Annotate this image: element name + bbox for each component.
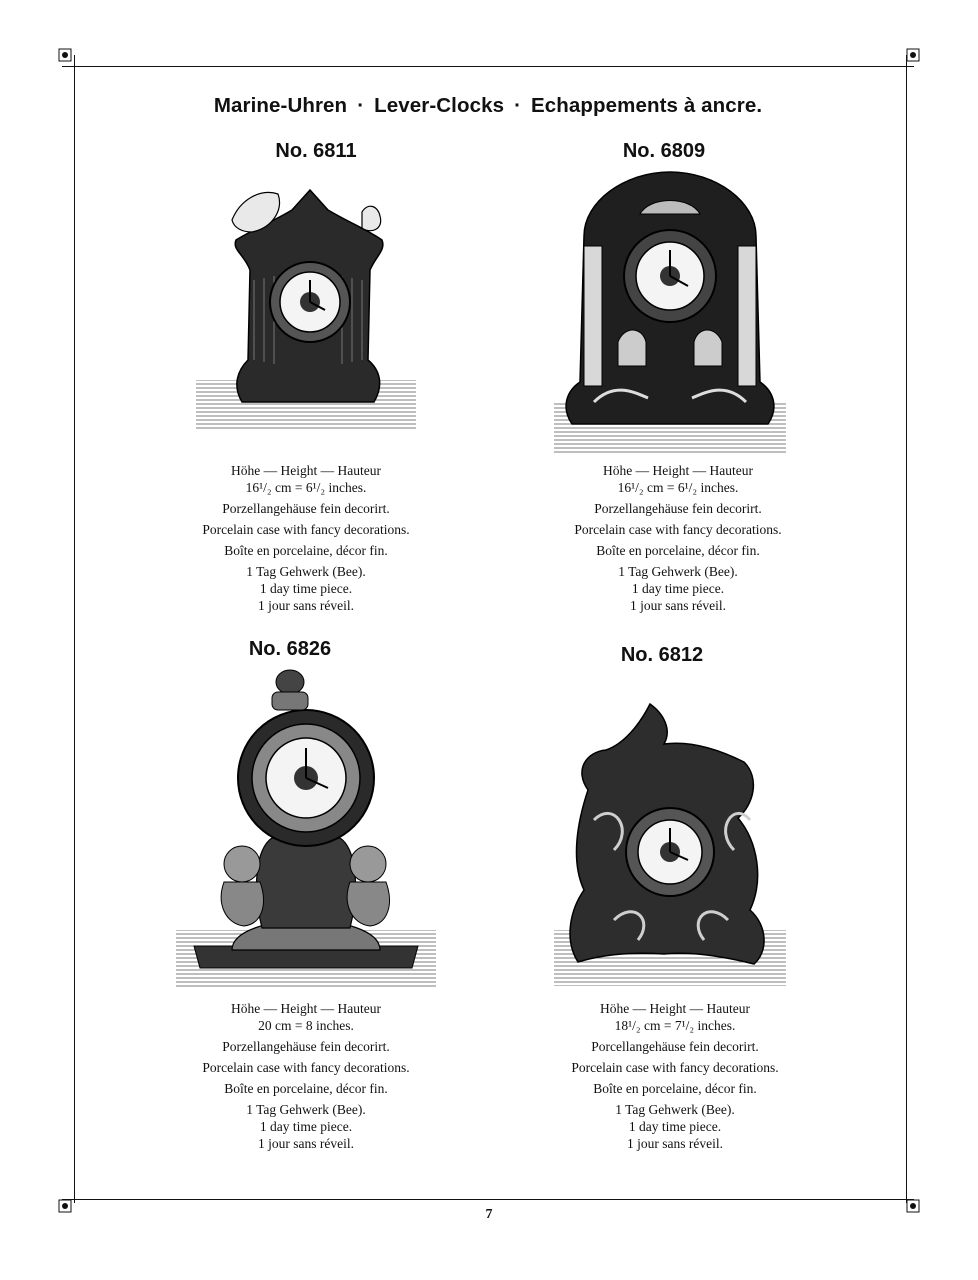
title-german: Marine-Uhren (213, 94, 348, 117)
item-number-6826: No. 6826 (248, 638, 332, 660)
movement-french: 1 jour sans réveil. (258, 1136, 354, 1151)
frame-bottom-rule (62, 1199, 914, 1200)
case-french: Boîte en porcelaine, décor fin. (224, 543, 388, 558)
frame-right-rule (906, 55, 907, 1203)
height-value: 20 cm = 8 inches. (258, 1018, 354, 1033)
clock-6811-illustration (192, 170, 420, 430)
item-number-6809: No. 6809 (622, 140, 706, 162)
corner-ornament-icon (58, 48, 72, 62)
height-value: 18¹/₂ cm = 7¹/₂ inches. (614, 1018, 736, 1033)
movement-english: 1 day time piece. (259, 581, 353, 596)
height-value: 16¹/₂ cm = 6¹/₂ inches. (245, 480, 367, 495)
movement-english: 1 day time piece. (631, 581, 725, 596)
case-english: Porcelain case with fancy decorations. (202, 1060, 410, 1075)
case-english: Porcelain case with fancy decorations. (571, 1060, 779, 1075)
height-label: Höhe — Height — Hauteur (231, 1001, 381, 1016)
height-label: Höhe — Height — Hauteur (231, 463, 381, 478)
page-number: 7 (485, 1207, 493, 1222)
item-number-6812: No. 6812 (620, 644, 704, 666)
movement-english: 1 day time piece. (259, 1119, 353, 1134)
frame-top-rule (62, 66, 914, 67)
page-title (62, 94, 914, 118)
item-number-6811: No. 6811 (275, 140, 357, 162)
height-label: Höhe — Height — Hauteur (603, 463, 753, 478)
item-description-6812 (515, 1000, 835, 1152)
movement-german: 1 Tag Gehwerk (Bee). (246, 1102, 366, 1117)
item-description-6826 (146, 1000, 466, 1152)
case-german: Porzellangehäuse fein decorirt. (222, 501, 390, 516)
clock-6812-illustration (554, 700, 786, 988)
movement-french: 1 jour sans réveil. (627, 1136, 723, 1151)
height-value: 16¹/₂ cm = 6¹/₂ inches. (617, 480, 739, 495)
title-separator: · (357, 94, 365, 117)
case-english: Porcelain case with fancy decorations. (574, 522, 782, 537)
corner-ornament-icon (906, 48, 920, 62)
case-german: Porzellangehäuse fein decorirt. (222, 1039, 390, 1054)
title-english: Lever-Clocks (374, 94, 505, 117)
case-german: Porzellangehäuse fein decorirt. (594, 501, 762, 516)
frame-left-rule (74, 55, 75, 1203)
movement-french: 1 jour sans réveil. (630, 598, 726, 613)
clock-6826-illustration (172, 668, 440, 990)
height-label: Höhe — Height — Hauteur (600, 1001, 750, 1016)
movement-german: 1 Tag Gehwerk (Bee). (618, 564, 738, 579)
movement-german: 1 Tag Gehwerk (Bee). (615, 1102, 735, 1117)
title-french: Echappements à ancre. (531, 94, 763, 117)
movement-german: 1 Tag Gehwerk (Bee). (246, 564, 366, 579)
case-french: Boîte en porcelaine, décor fin. (224, 1081, 388, 1096)
movement-english: 1 day time piece. (628, 1119, 722, 1134)
item-description-6809 (518, 462, 838, 614)
clock-6809-illustration (554, 166, 786, 454)
item-description-6811 (146, 462, 466, 614)
movement-french: 1 jour sans réveil. (258, 598, 354, 613)
case-french: Boîte en porcelaine, décor fin. (593, 1081, 757, 1096)
case-german: Porcellangehäuse fein decorirt. (591, 1039, 759, 1054)
case-english: Porcelain case with fancy decorations. (202, 522, 410, 537)
title-separator: · (514, 94, 522, 117)
case-french: Boîte en porcelaine, décor fin. (596, 543, 760, 558)
